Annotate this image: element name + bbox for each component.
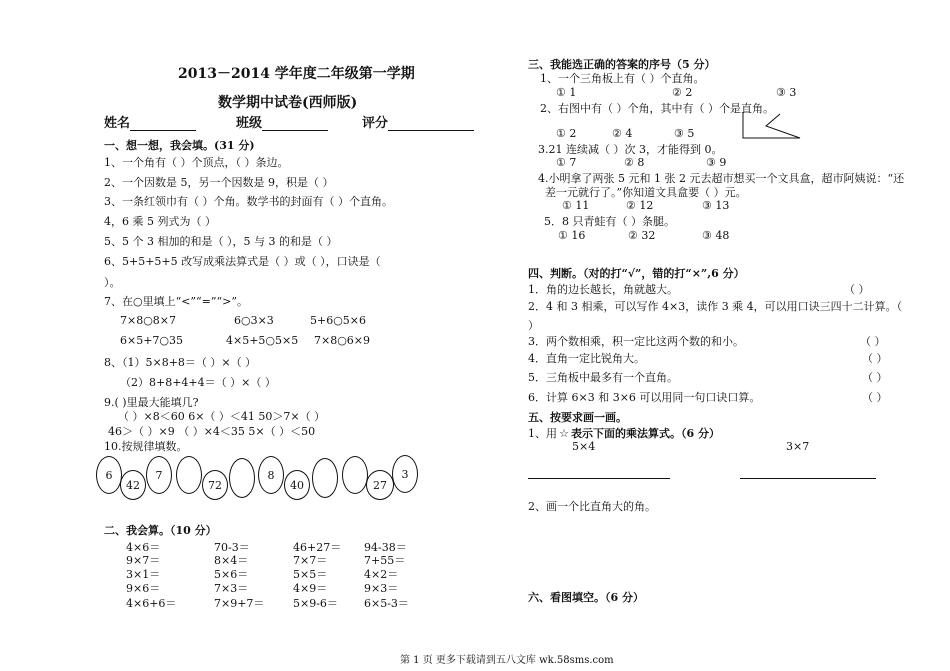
s3-question-5: 5．8 只青蛙有（ ）条腿。 <box>544 215 675 228</box>
calc-item: 9×6＝ <box>126 582 161 595</box>
s1-question-8a: 8、（1）5×8+8＝（ ）×（ ） <box>104 356 257 369</box>
s1-question-6-end: ）。 <box>104 276 121 289</box>
s1-question-1: 1、一个角有（ ）个顶点，（ ）条边。 <box>104 156 289 169</box>
s4-question-2: 2．4 和 3 相乘，可以写作 4×3，读作 3 乘 4，可以用口诀三四十二计算。（ <box>528 300 903 313</box>
multiplication-expression: 5×4 <box>572 440 596 453</box>
s1-question-6: 6、5+5+5+5 改写成乘法算式是（ ）或（ ），口诀是（ <box>104 255 381 268</box>
compare-item: 7×8○6×9 <box>314 334 371 347</box>
pattern-oval: 27 <box>366 470 394 500</box>
s1-question-8b: （2）8+8+4+4＝（ ）×（ ） <box>120 376 276 389</box>
s5-question-1-rest: 表示下面的乘法算式。（6 分） <box>571 427 720 440</box>
s5-question-2: 2、画一个比直角大的角。 <box>528 500 656 513</box>
s4-question-2-end: ） <box>528 319 539 332</box>
star-icon: ☆ <box>559 427 569 440</box>
option: ① 11 <box>562 199 590 212</box>
pattern-oval: 72 <box>202 470 228 500</box>
s4-question-6: 6．计算 6×3 和 3×6 可以用同一句口诀口算。 <box>528 391 761 404</box>
s1-question-7: 7、在○里填上“<”“=”“>”。 <box>104 295 248 308</box>
section6-heading: 六、看图填空。（6 分） <box>528 591 644 604</box>
score-label: 评分 <box>362 116 389 131</box>
drawing-line <box>528 478 670 479</box>
calc-item: 3×1＝ <box>126 568 161 581</box>
calc-item: 7×7＝ <box>293 554 328 567</box>
option: ③ 3 <box>776 86 797 99</box>
calc-item: 7+55＝ <box>364 554 406 567</box>
name-field <box>104 112 196 131</box>
compare-item: 4×5+5○5×5 <box>226 334 299 347</box>
exam-title-line2: 数学期中试卷(西师版) <box>218 95 358 111</box>
pattern-oval <box>342 456 368 494</box>
answer-paren: （ ） <box>862 352 888 365</box>
s1-question-10: 10.按规律填数。 <box>104 440 188 453</box>
calc-item: 8×4＝ <box>214 554 249 567</box>
calc-item: 9×3＝ <box>364 582 399 595</box>
answer-paren: （ ） <box>862 391 888 404</box>
option: ② 8 <box>624 156 645 169</box>
s3-question-3: 3.21 连续减（ ）次 3，才能得到 0。 <box>538 143 723 156</box>
section5-heading: 五、按要求画一画。 <box>528 411 627 424</box>
exam-title-line1: 2013－2014 学年度二年级第一学期 <box>178 66 415 82</box>
s4-question-4: 4．直角一定比锐角大。 <box>528 352 645 365</box>
name-label: 姓名 <box>104 116 131 131</box>
option: ① 16 <box>558 229 586 242</box>
multiplication-expression: 3×7 <box>786 440 810 453</box>
compare-item: 7×8○8×7 <box>120 314 177 327</box>
calc-item: 70-3＝ <box>214 541 250 554</box>
pattern-oval <box>312 458 338 498</box>
pattern-oval <box>176 456 202 494</box>
page-footer: 第 1 页 更多下载请到五八文库 wk.58sms.com <box>400 655 614 666</box>
calc-item: 4×9＝ <box>293 582 328 595</box>
compare-item: 5+6○5×6 <box>310 314 367 327</box>
calc-item: 5×6＝ <box>214 568 249 581</box>
s3-question-4b: 差一元就行了。”你知道文具盒要（ ）元。 <box>545 186 747 199</box>
s4-question-3: 3．两个数相乘，积一定比这两个数的和小。 <box>528 335 744 348</box>
score-field <box>362 112 474 131</box>
class-label: 班级 <box>236 116 263 131</box>
s1-question-2: 2、一个因数是 5，另一个因数是 9，积是（ ） <box>104 176 334 189</box>
calc-item: 5×9-6＝ <box>293 597 338 610</box>
s4-question-5: 5．三角板中最多有一个直角。 <box>528 371 678 384</box>
option: ① 1 <box>556 86 577 99</box>
section4-heading: 四、判断。（对的打“√”，错的打“×”,6 分） <box>528 267 745 280</box>
pattern-oval: 8 <box>258 456 284 494</box>
calc-item: 4×6+6＝ <box>126 597 177 610</box>
option: ② 4 <box>612 127 633 140</box>
angle-figure <box>740 110 802 140</box>
calc-item: 4×2＝ <box>364 568 399 581</box>
option: ① 7 <box>556 156 577 169</box>
option: ③ 9 <box>706 156 727 169</box>
option: ③ 48 <box>702 229 730 242</box>
class-field <box>236 112 328 131</box>
calc-item: 6×5-3＝ <box>364 597 409 610</box>
option: ③ 13 <box>702 199 730 212</box>
answer-paren: （ ） <box>862 371 888 384</box>
calc-item: 94-38＝ <box>364 541 407 554</box>
s3-question-2: 2、右图中有（ ）个角，其中有（ ）个是直角。 <box>540 102 774 115</box>
s4-question-1: 1．角的边长越长，角就越大。 <box>528 283 678 296</box>
option: ② 12 <box>626 199 654 212</box>
s1-question-9: 9.( )里最大能填几? <box>104 396 199 409</box>
calc-item: 7×3＝ <box>214 582 249 595</box>
s3-question-4a: 4.小明拿了两张 5 元和 1 张 2 元去超市想买一个文具盒，超市阿姨说：“还 <box>538 172 905 185</box>
s1-question-5: 5、5 个 3 相加的和是（ ），5 与 3 的和是（ ） <box>104 235 338 248</box>
compare-item: 6○3×3 <box>234 314 274 327</box>
pattern-oval: 6 <box>96 456 122 494</box>
s1-question-9b: 46＞（ ）×9 （ ）×4＜35 5×（ ）＜50 <box>108 425 316 438</box>
calc-item: 4×6＝ <box>126 541 161 554</box>
drawing-line <box>740 478 876 479</box>
s3-question-1: 1、一个三角板上有（ ）个直角。 <box>540 72 705 85</box>
pattern-oval: 42 <box>120 470 146 500</box>
compare-item: 6×5+7○35 <box>120 334 184 347</box>
option: ① 2 <box>556 127 577 140</box>
pattern-oval: 3 <box>392 455 418 493</box>
s1-question-9a: （ ）×8＜60 6×（ ）＜41 50＞7×（ ） <box>118 410 326 423</box>
calc-item: 9×7＝ <box>126 554 161 567</box>
answer-paren: （ ） <box>844 283 870 296</box>
section2-heading: 二、我会算。（10 分） <box>104 524 217 537</box>
pattern-oval: 40 <box>284 470 310 500</box>
s1-question-3: 3、一条红领巾有（ ）个角。数学书的封面有（ ）个直角。 <box>104 195 393 208</box>
pattern-oval <box>229 458 255 498</box>
option: ③ 5 <box>674 127 695 140</box>
pattern-oval: 7 <box>146 456 172 494</box>
s5-question-1 <box>528 425 720 441</box>
calc-item: 7×9+7＝ <box>214 597 265 610</box>
answer-paren: （ ） <box>860 335 886 348</box>
section1-heading: 一、想一想，我会填。(31 分) <box>104 139 255 152</box>
calc-item: 46+27＝ <box>293 541 342 554</box>
calc-item: 5×5＝ <box>293 568 328 581</box>
s5-question-1-start: 1、用 <box>528 427 557 440</box>
option: ② 32 <box>628 229 656 242</box>
section3-heading: 三、我能选正确的答案的序号（5 分） <box>528 58 716 71</box>
s1-question-4: 4，6 乘 5 列式为（ ） <box>104 215 216 228</box>
option: ② 2 <box>672 86 693 99</box>
